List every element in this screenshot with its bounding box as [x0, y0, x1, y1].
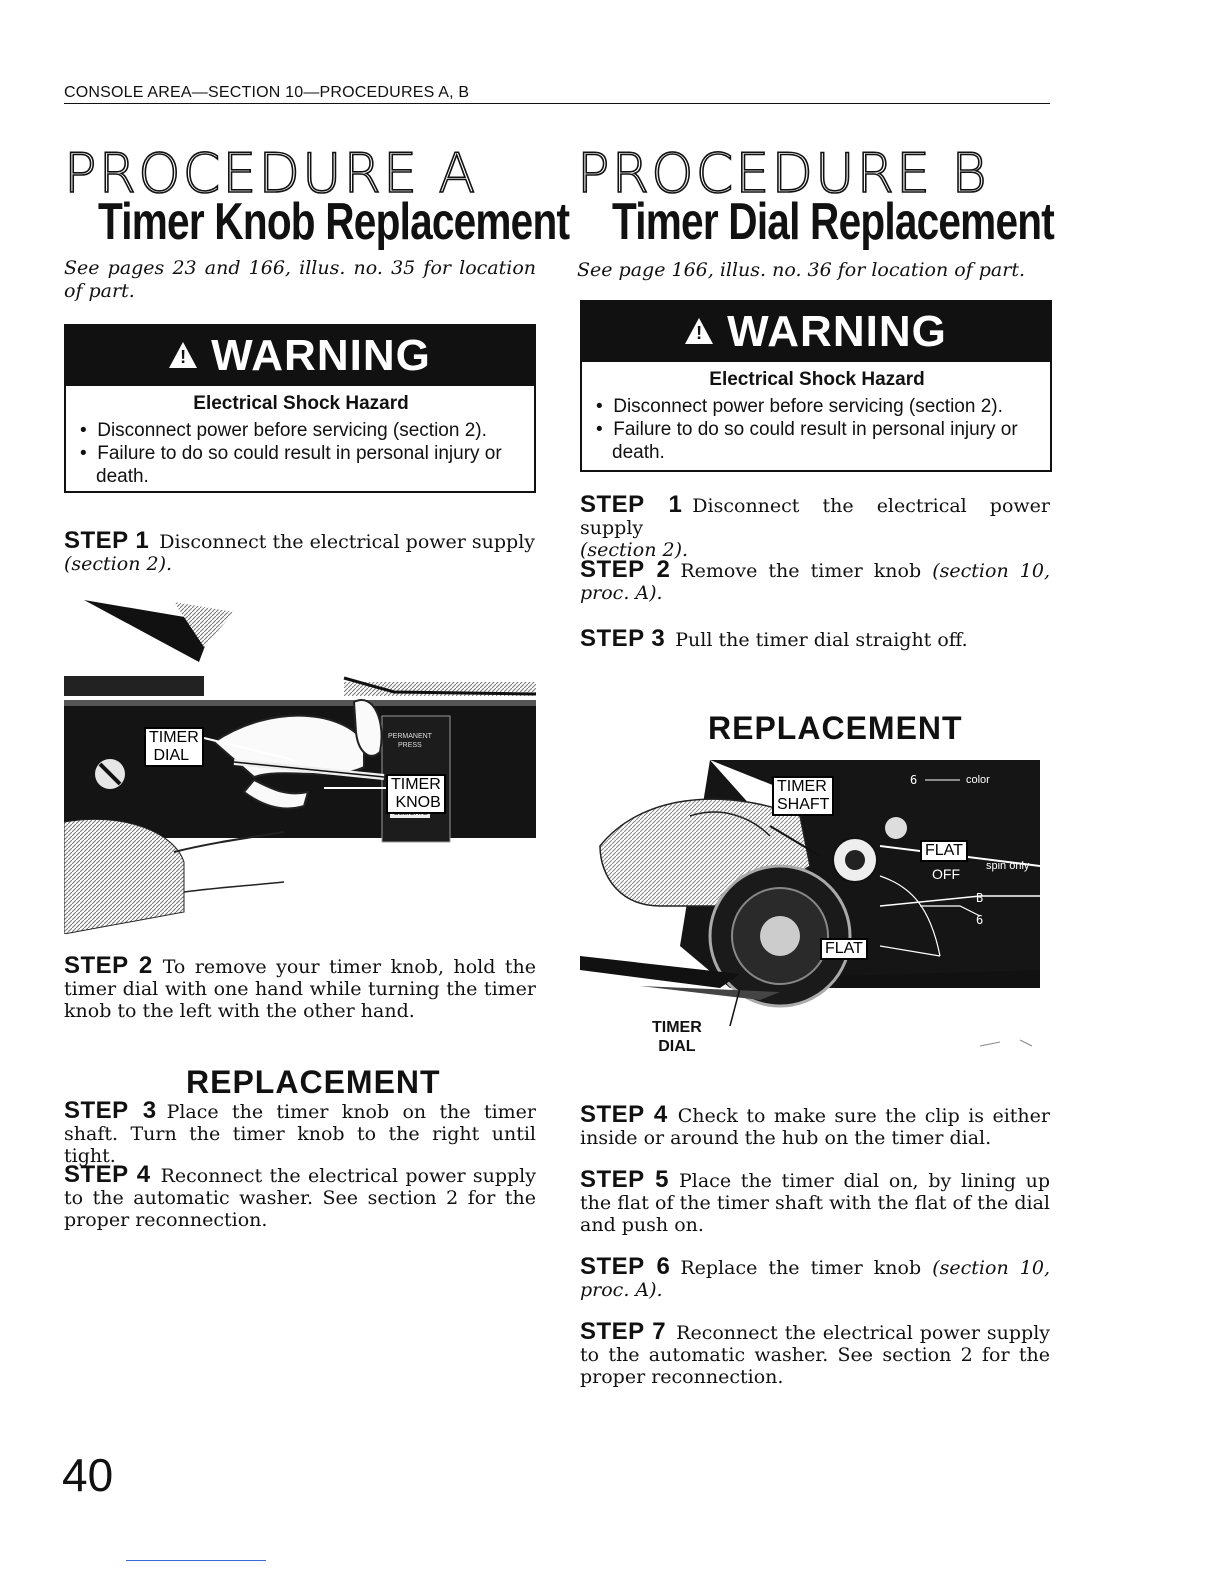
hazard-title: Electrical Shock Hazard	[709, 369, 925, 390]
warning-heading-b: ! WARNING	[582, 302, 1050, 362]
step-b5: STEP 5 Place the timer dial on, by lining up the flat of the timer shaft with the flat of the dial and push on.	[580, 1166, 1051, 1236]
step-b2: STEP 2 Remove the timer knob (section 10, proc. A).	[580, 556, 1051, 604]
procedure-a-reference: See pages 23 and 166, illus. no. 35 for location of part.	[64, 257, 536, 302]
step-a1: STEP 1 Disconnect the electrical power supply (section 2).	[64, 527, 536, 575]
procedure-b-subtitle: Timer Dial Replacement	[612, 193, 1054, 251]
section-header: CONSOLE AREA—SECTION 10—PROCEDURES A, B	[64, 84, 470, 101]
step-a2: STEP 2 To remove your timer knob, hold the timer dial with one hand while turning the timer knob to the left with the other hand.	[64, 952, 537, 1022]
step-a4: STEP 4 Reconnect the electrical power supply to the automatic washer. See section 2 for the proper reconnection.	[64, 1161, 536, 1231]
warning-item: • Failure to do so could result in personal injury or death.	[80, 443, 502, 487]
replacement-heading-b: REPLACEMENT	[708, 710, 963, 746]
caption-timer-dial: TIMER DIAL	[652, 1019, 702, 1055]
warning-item: • Failure to do so could result in personal injury or death.	[596, 419, 1018, 463]
warning-triangle-icon: !	[169, 342, 197, 368]
replacement-heading-a: REPLACEMENT	[186, 1064, 441, 1100]
procedure-a-title: PROCEDURE A	[64, 142, 478, 205]
label-off: OFF	[932, 866, 960, 882]
procedure-a-subtitle: Timer Knob Replacement	[98, 193, 570, 251]
procedure-b-title: PROCEDURE B	[577, 142, 989, 205]
warning-item: • Disconnect power before servicing (section 2).	[80, 420, 487, 441]
label-timer-knob: TIMER KNOB	[386, 774, 446, 814]
svg-text:PRESS: PRESS	[398, 742, 422, 749]
label-flat-dial: FLAT	[820, 938, 868, 960]
warning-box-b	[580, 300, 1052, 472]
step-b4: STEP 4 Check to make sure the clip is either inside or around the hub on the timer dial.	[580, 1101, 1050, 1149]
label-timer-shaft: TIMER SHAFT	[772, 776, 834, 816]
warning-box-a	[64, 324, 536, 493]
svg-text:6: 6	[976, 913, 984, 927]
step-b6: STEP 6 Replace the timer knob (section 10, proc. A).	[580, 1253, 1050, 1301]
hazard-title: Electrical Shock Hazard	[193, 393, 409, 414]
warning-triangle-icon: !	[685, 318, 713, 344]
svg-text:B: B	[976, 891, 984, 905]
step-a3: STEP 3 Place the timer knob on the timer shaft. Turn the timer knob to the right until tight.	[64, 1097, 536, 1167]
page-number: 40	[62, 1449, 114, 1501]
warning-item: • Disconnect power before servicing (section 2).	[596, 396, 1003, 417]
photo-timer-knob-removal	[64, 592, 536, 934]
procedure-b-reference: See page 166, illus. no. 36 for location of part.	[577, 259, 1026, 281]
label-color: color	[966, 774, 990, 786]
label-flat-shaft: FLAT	[920, 840, 968, 862]
svg-text:PERMANENT: PERMANENT	[388, 733, 432, 740]
header-rule	[64, 103, 1050, 104]
timer-knob-illustration	[64, 592, 536, 934]
photo-timer-dial-replacement	[580, 756, 1040, 1056]
label-spin-only: spin only	[986, 860, 1030, 872]
label-timer-dial: TIMER DIAL	[144, 727, 204, 767]
step-b1: STEP 1 Disconnect the electrical power supply (section 2).	[580, 491, 1050, 561]
step-b7: STEP 7 Reconnect the electrical power supply to the automatic washer. See section 2 for the proper reconnection.	[580, 1318, 1051, 1388]
svg-text:6: 6	[910, 773, 918, 787]
step-b3: STEP 3 Pull the timer dial straight off.	[580, 625, 968, 652]
warning-heading-a: ! WARNING	[66, 326, 534, 386]
footer-rule	[126, 1560, 266, 1561]
